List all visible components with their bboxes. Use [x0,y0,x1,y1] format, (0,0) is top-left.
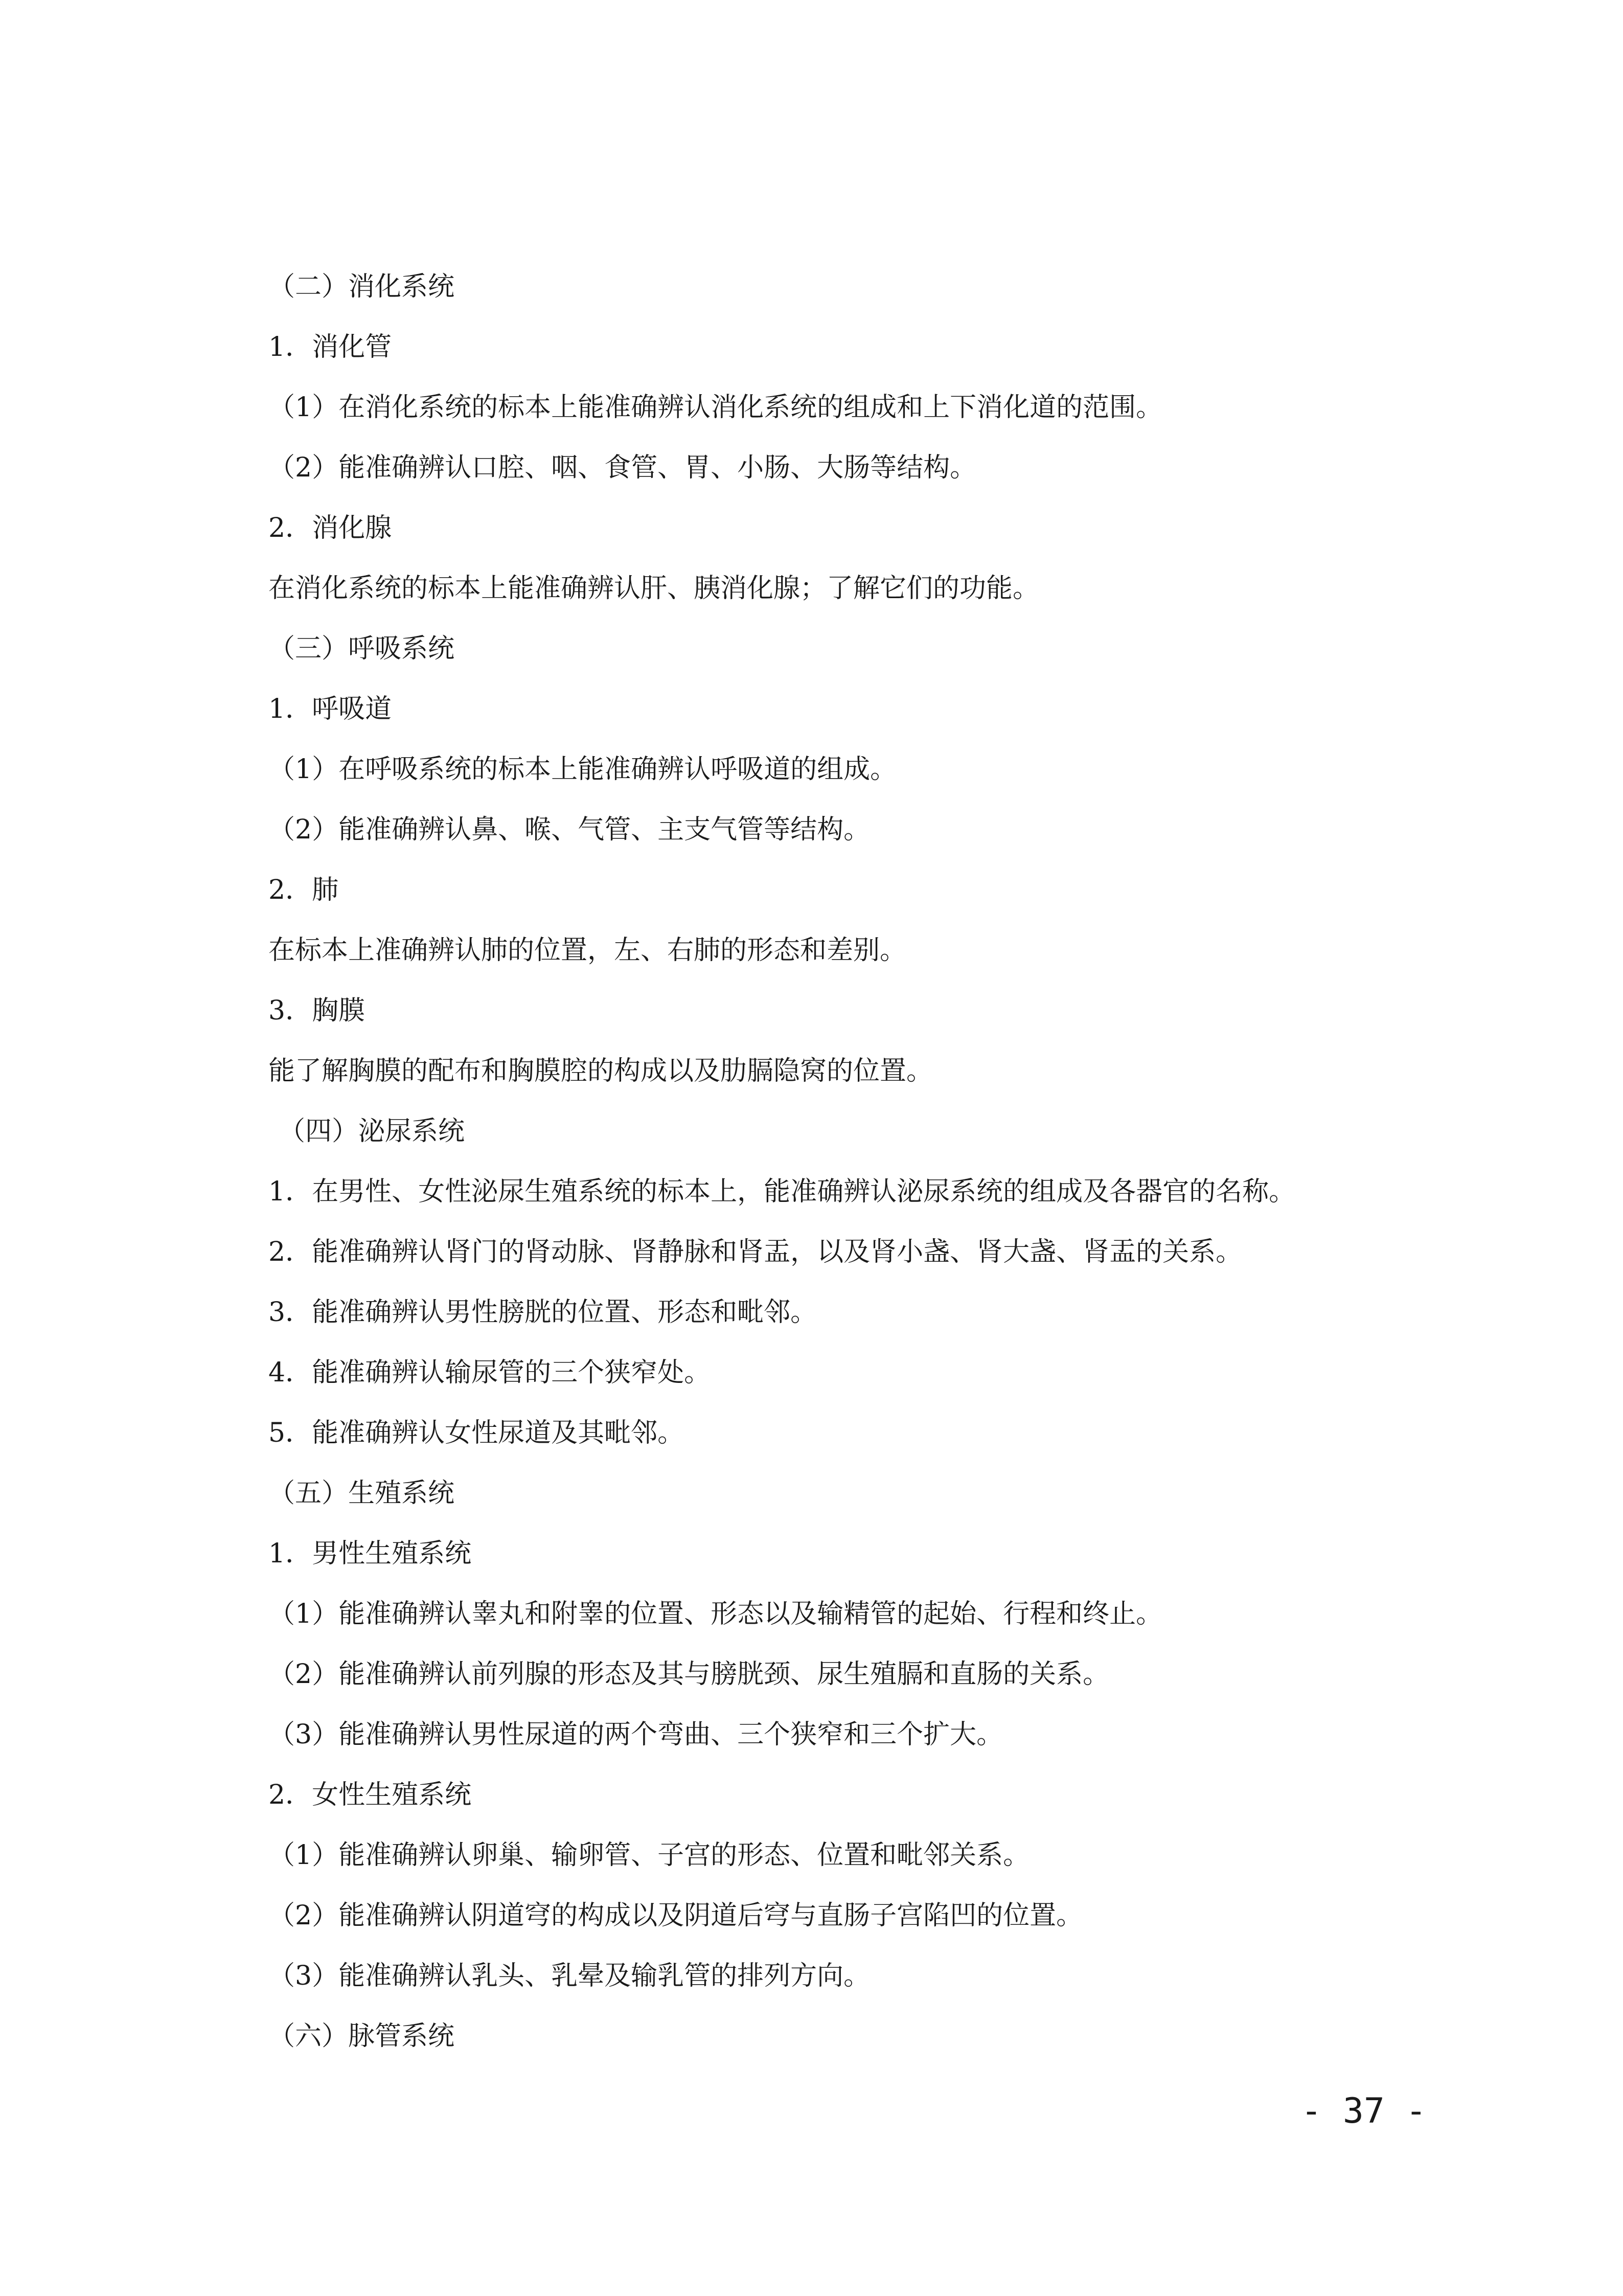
para-pleura: 能了解胸膜的配布和胸膜腔的构成以及肋膈隐窝的位置。 [268,1056,933,1086]
item-respiratory-tract: 1．呼吸道 [268,694,392,724]
item-urinary-2: 2．能准确辨认肾门的肾动脉、肾静脉和肾盂，以及肾小盏、肾大盏、肾盂的关系。 [268,1237,1243,1267]
item-urinary-3: 3．能准确辨认男性膀胱的位置、形态和毗邻。 [268,1297,817,1328]
subitem-digestive-tract-2: （2）能准确辨认口腔、咽、食管、胃、小肠、大肠等结构。 [268,452,977,483]
section-heading-reproductive: （五）生殖系统 [268,1478,455,1509]
section-heading-respiratory: （三）呼吸系统 [268,633,455,664]
subitem-male-reproductive-3: （3）能准确辨认男性尿道的两个弯曲、三个狭窄和三个扩大。 [268,1719,1003,1750]
item-male-reproductive: 1．男性生殖系统 [268,1538,472,1569]
item-lung: 2．肺 [268,875,339,905]
section-heading-urinary: （四）泌尿系统 [279,1116,465,1147]
subitem-female-reproductive-2: （2）能准确辨认阴道穹的构成以及阴道后穹与直肠子宫陷凹的位置。 [268,1900,1083,1931]
subitem-digestive-tract-1: （1）在消化系统的标本上能准确辨认消化系统的组成和上下消化道的范围。 [268,392,1163,423]
page-number: - 37 - [1301,2091,1427,2131]
item-female-reproductive: 2．女性生殖系统 [268,1780,472,1810]
section-heading-vascular: （六）脉管系统 [268,2021,455,2052]
item-urinary-4: 4．能准确辨认输尿管的三个狭窄处。 [268,1357,711,1388]
document-body [0,257,1623,2066]
item-digestive-glands: 2．消化腺 [268,513,392,543]
subitem-female-reproductive-1: （1）能准确辨认卵巢、输卵管、子宫的形态、位置和毗邻关系。 [268,1840,1030,1871]
subitem-male-reproductive-1: （1）能准确辨认睾丸和附睾的位置、形态以及输精管的起始、行程和终止。 [268,1599,1163,1629]
para-lung: 在标本上准确辨认肺的位置，左、右肺的形态和差别。 [268,935,907,966]
section-heading-digestive: （二）消化系统 [268,271,455,302]
subitem-respiratory-tract-1: （1）在呼吸系统的标本上能准确辨认呼吸道的组成。 [268,754,897,785]
subitem-respiratory-tract-2: （2）能准确辨认鼻、喉、气管、主支气管等结构。 [268,814,871,845]
subitem-male-reproductive-2: （2）能准确辨认前列腺的形态及其与膀胱颈、尿生殖膈和直肠的关系。 [268,1659,1110,1690]
item-pleura: 3．胸膜 [268,995,365,1026]
para-digestive-glands: 在消化系统的标本上能准确辨认肝、胰消化腺；了解它们的功能。 [268,573,1040,604]
item-urinary-5: 5．能准确辨认女性尿道及其毗邻。 [268,1418,684,1448]
subitem-female-reproductive-3: （3）能准确辨认乳头、乳晕及输乳管的排列方向。 [268,1961,871,1991]
item-urinary-1: 1．在男性、女性泌尿生殖系统的标本上，能准确辨认泌尿系统的组成及各器官的名称。 [268,1176,1296,1207]
item-digestive-tract: 1．消化管 [268,332,392,362]
